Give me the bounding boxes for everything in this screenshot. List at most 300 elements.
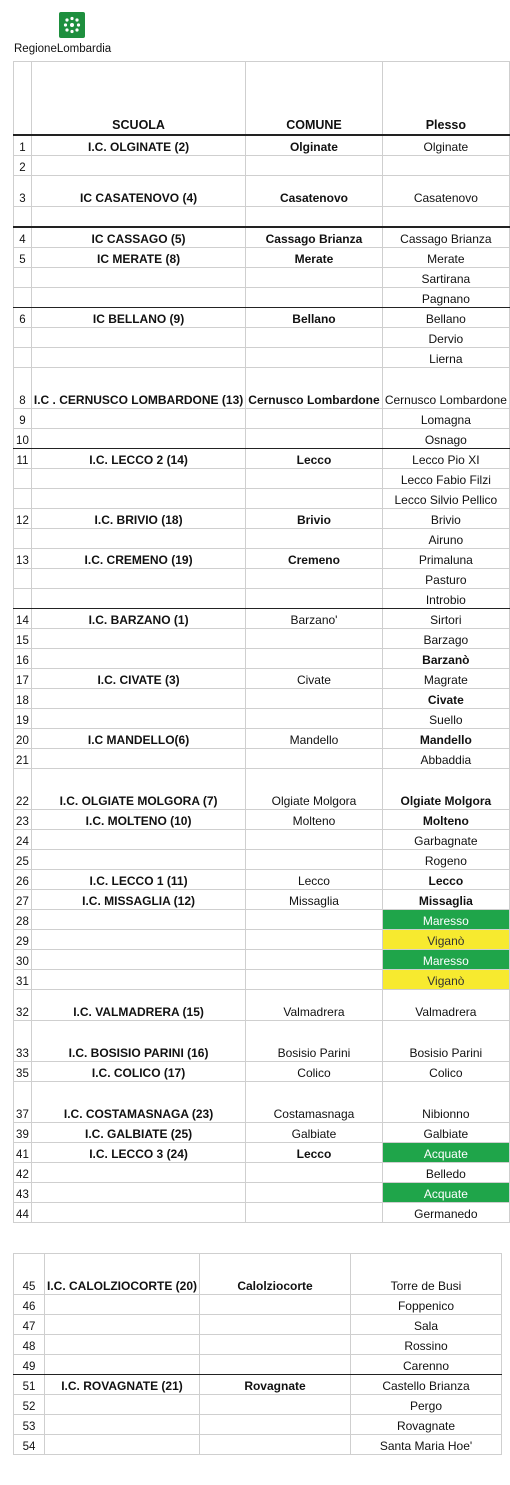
plesso-cell: Dervio — [382, 328, 509, 348]
row-number: 32 — [14, 990, 32, 1021]
scuola-cell: I.C. BRIVIO (18) — [31, 509, 245, 529]
plesso-cell: Torre de Busi — [351, 1254, 502, 1295]
row-number: 30 — [14, 950, 32, 970]
row-number: 15 — [14, 629, 32, 649]
comune-cell — [246, 830, 382, 850]
scuola-cell — [45, 1335, 200, 1355]
plesso-cell: Abbaddia — [382, 749, 509, 769]
plesso-cell: Maresso — [382, 950, 509, 970]
scuola-cell: I.C. CIVATE (3) — [31, 669, 245, 689]
plesso-cell: Lecco Silvio Pellico — [382, 489, 509, 509]
rosa-camuna-icon — [59, 12, 85, 38]
comune-cell — [246, 569, 382, 589]
plesso-cell: Santa Maria Hoe' — [351, 1435, 502, 1455]
comune-cell — [246, 689, 382, 709]
row-number: 25 — [14, 850, 32, 870]
comune-cell — [246, 950, 382, 970]
row-number: 42 — [14, 1163, 32, 1183]
table-row — [14, 135, 510, 156]
comune-cell: Casatenovo — [246, 176, 382, 207]
row-number: 37 — [14, 1082, 32, 1123]
plesso-cell: Carenno — [351, 1355, 502, 1375]
scuola-cell — [31, 970, 245, 990]
plesso-cell: Garbagnate — [382, 830, 509, 850]
table-row — [14, 950, 510, 970]
comune-cell: Calolziocorte — [200, 1254, 351, 1295]
header-comune: COMUNE — [246, 62, 382, 136]
row-number — [14, 569, 32, 589]
row-number: 28 — [14, 910, 32, 930]
table-row — [14, 1082, 510, 1123]
plesso-cell: Acquate — [382, 1143, 509, 1163]
plesso-cell: Foppenico — [351, 1295, 502, 1315]
row-number: 3 — [14, 176, 32, 207]
plesso-cell: Lierna — [382, 348, 509, 368]
plesso-cell: Galbiate — [382, 1123, 509, 1143]
comune-cell — [200, 1435, 351, 1455]
row-number: 26 — [14, 870, 32, 890]
row-number: 23 — [14, 810, 32, 830]
row-number: 5 — [14, 248, 32, 268]
comune-cell: Lecco — [246, 1143, 382, 1163]
scuola-cell — [31, 629, 245, 649]
plesso-cell: Nibionno — [382, 1082, 509, 1123]
table-row — [14, 970, 510, 990]
table-row — [14, 930, 510, 950]
table-row — [14, 227, 510, 248]
scuola-cell: I.C . CERNUSCO LOMBARDONE (13) — [31, 368, 245, 409]
scuola-cell — [31, 569, 245, 589]
plesso-cell: Rogeno — [382, 850, 509, 870]
table-row — [14, 348, 510, 368]
row-number: 35 — [14, 1062, 32, 1082]
scuola-cell — [31, 830, 245, 850]
row-number: 33 — [14, 1021, 32, 1062]
table-row — [14, 368, 510, 409]
comune-cell: Costamasnaga — [246, 1082, 382, 1123]
table-row — [14, 207, 510, 228]
comune-cell: Colico — [246, 1062, 382, 1082]
row-number: 11 — [14, 449, 32, 469]
comune-cell: Valmadrera — [246, 990, 382, 1021]
header-num — [14, 62, 32, 136]
row-number: 48 — [14, 1335, 45, 1355]
row-number: 2 — [14, 156, 32, 176]
schools-table — [13, 61, 510, 1223]
row-number: 17 — [14, 669, 32, 689]
comune-cell — [200, 1335, 351, 1355]
plesso-cell: Valmadrera — [382, 990, 509, 1021]
scuola-cell — [31, 589, 245, 609]
scuola-cell — [31, 950, 245, 970]
table-row — [14, 288, 510, 308]
table-row — [14, 409, 510, 429]
comune-cell — [200, 1395, 351, 1415]
comune-cell: Bosisio Parini — [246, 1021, 382, 1062]
scuola-cell: I.C. MISSAGLIA (12) — [31, 890, 245, 910]
comune-cell: Olginate — [246, 135, 382, 156]
row-number: 31 — [14, 970, 32, 990]
scuola-cell — [31, 156, 245, 176]
comune-cell — [246, 1203, 382, 1223]
scuola-cell: I.C. ROVAGNATE (21) — [45, 1375, 200, 1395]
comune-cell: Lecco — [246, 449, 382, 469]
scuola-cell — [31, 429, 245, 449]
plesso-cell: Pasturo — [382, 569, 509, 589]
table-row — [14, 248, 510, 268]
comune-cell: Barzano' — [246, 609, 382, 629]
plesso-cell: Cassago Brianza — [382, 227, 509, 248]
comune-cell: Missaglia — [246, 890, 382, 910]
row-number: 10 — [14, 429, 32, 449]
header-scuola: SCUOLA — [31, 62, 245, 136]
scuola-cell — [31, 930, 245, 950]
plesso-cell: Barzago — [382, 629, 509, 649]
row-number: 29 — [14, 930, 32, 950]
row-number: 41 — [14, 1143, 32, 1163]
row-number: 1 — [14, 135, 32, 156]
plesso-cell: Belledo — [382, 1163, 509, 1183]
scuola-cell — [31, 288, 245, 308]
comune-cell: Rovagnate — [200, 1375, 351, 1395]
scuola-cell: I.C. COSTAMASNAGA (23) — [31, 1082, 245, 1123]
row-number: 6 — [14, 308, 32, 328]
comune-cell — [246, 489, 382, 509]
table-row — [14, 1315, 502, 1335]
scuola-cell: I.C. GALBIATE (25) — [31, 1123, 245, 1143]
row-number: 39 — [14, 1123, 32, 1143]
comune-cell: Lecco — [246, 870, 382, 890]
header-row — [14, 62, 510, 136]
table-row — [14, 729, 510, 749]
plesso-cell: Suello — [382, 709, 509, 729]
comune-cell — [246, 629, 382, 649]
comune-cell: Molteno — [246, 810, 382, 830]
comune-cell: Cassago Brianza — [246, 227, 382, 248]
scuola-cell — [31, 348, 245, 368]
plesso-cell: Bosisio Parini — [382, 1021, 509, 1062]
table-row — [14, 1183, 510, 1203]
plesso-cell: Magrate — [382, 669, 509, 689]
plesso-cell: Lecco Pio XI — [382, 449, 509, 469]
table-row — [14, 529, 510, 549]
comune-cell — [246, 469, 382, 489]
scuola-cell — [31, 328, 245, 348]
row-number: 27 — [14, 890, 32, 910]
plesso-cell: Lecco — [382, 870, 509, 890]
table-row — [14, 1062, 510, 1082]
plesso-cell: Castello Brianza — [351, 1375, 502, 1395]
table-row — [14, 429, 510, 449]
comune-cell: Galbiate — [246, 1123, 382, 1143]
plesso-cell: Osnago — [382, 429, 509, 449]
comune-cell: Civate — [246, 669, 382, 689]
plesso-cell: Viganò — [382, 970, 509, 990]
plesso-cell: Colico — [382, 1062, 509, 1082]
row-number — [14, 469, 32, 489]
scuola-cell: I.C. BOSISIO PARINI (16) — [31, 1021, 245, 1062]
scuola-cell: I.C. VALMADRERA (15) — [31, 990, 245, 1021]
comune-cell — [246, 429, 382, 449]
comune-cell — [246, 709, 382, 729]
row-number — [14, 348, 32, 368]
plesso-cell — [382, 207, 509, 228]
row-number: 8 — [14, 368, 32, 409]
row-number: 18 — [14, 689, 32, 709]
plesso-cell: Olginate — [382, 135, 509, 156]
scuola-cell — [31, 529, 245, 549]
comune-cell: Bellano — [246, 308, 382, 328]
table-row — [14, 1395, 502, 1415]
comune-cell: Cernusco Lombardone — [246, 368, 382, 409]
table-row — [14, 1435, 502, 1455]
comune-cell — [246, 288, 382, 308]
comune-cell — [246, 649, 382, 669]
scuola-cell — [45, 1435, 200, 1455]
table-row — [14, 449, 510, 469]
scuola-cell: I.C. COLICO (17) — [31, 1062, 245, 1082]
scuola-cell — [31, 489, 245, 509]
row-number: 20 — [14, 729, 32, 749]
table-row — [14, 268, 510, 288]
row-number — [14, 268, 32, 288]
comune-cell: Merate — [246, 248, 382, 268]
scuola-cell — [31, 689, 245, 709]
plesso-cell: Casatenovo — [382, 176, 509, 207]
schools-table-2 — [13, 1253, 502, 1455]
plesso-cell: Pagnano — [382, 288, 509, 308]
comune-cell — [200, 1295, 351, 1315]
row-number — [14, 288, 32, 308]
row-number: 47 — [14, 1315, 45, 1335]
row-number: 13 — [14, 549, 32, 569]
row-number — [14, 207, 32, 228]
scuola-cell — [31, 207, 245, 228]
table-row — [14, 1355, 502, 1375]
table-row — [14, 549, 510, 569]
scuola-cell: I.C. CALOLZIOCORTE (20) — [45, 1254, 200, 1295]
table-row — [14, 629, 510, 649]
plesso-cell: Barzanò — [382, 649, 509, 669]
comune-cell — [246, 529, 382, 549]
scuola-cell: I.C. OLGINATE (2) — [31, 135, 245, 156]
scuola-cell — [31, 749, 245, 769]
plesso-cell: Lecco Fabio Filzi — [382, 469, 509, 489]
table-row — [14, 589, 510, 609]
scuola-cell — [45, 1395, 200, 1415]
table-row — [14, 569, 510, 589]
scuola-cell — [45, 1295, 200, 1315]
comune-cell — [200, 1415, 351, 1435]
table-row — [14, 469, 510, 489]
plesso-cell: Airuno — [382, 529, 509, 549]
plesso-cell: Mandello — [382, 729, 509, 749]
table-row — [14, 669, 510, 689]
comune-cell — [200, 1355, 351, 1375]
scuola-cell — [45, 1355, 200, 1375]
plesso-cell: Viganò — [382, 930, 509, 950]
comune-cell: Cremeno — [246, 549, 382, 569]
comune-cell — [246, 328, 382, 348]
scuola-cell: I.C. LECCO 1 (11) — [31, 870, 245, 890]
row-number: 12 — [14, 509, 32, 529]
row-number: 49 — [14, 1355, 45, 1375]
scuola-cell: IC CASATENOVO (4) — [31, 176, 245, 207]
plesso-cell: Molteno — [382, 810, 509, 830]
row-number: 54 — [14, 1435, 45, 1455]
row-number: 24 — [14, 830, 32, 850]
scuola-cell: I.C. LECCO 3 (24) — [31, 1143, 245, 1163]
plesso-cell: Primaluna — [382, 549, 509, 569]
plesso-cell: Germanedo — [382, 1203, 509, 1223]
table-row — [14, 156, 510, 176]
scuola-cell — [31, 1183, 245, 1203]
scuola-cell — [45, 1415, 200, 1435]
row-number — [14, 328, 32, 348]
comune-cell — [246, 589, 382, 609]
table-row — [14, 1295, 502, 1315]
plesso-cell: Missaglia — [382, 890, 509, 910]
row-number: 52 — [14, 1395, 45, 1415]
header-plesso: Plesso — [382, 62, 509, 136]
scuola-cell: IC CASSAGO (5) — [31, 227, 245, 248]
logo-text: RegioneLombardia — [14, 43, 112, 55]
comune-cell — [246, 850, 382, 870]
table-row — [14, 769, 510, 810]
table-row — [14, 1254, 502, 1295]
scuola-cell: I.C. OLGIATE MOLGORA (7) — [31, 769, 245, 810]
row-number: 19 — [14, 709, 32, 729]
comune-cell — [246, 930, 382, 950]
scuola-cell — [31, 649, 245, 669]
scuola-cell: I.C. CREMENO (19) — [31, 549, 245, 569]
scuola-cell — [31, 409, 245, 429]
comune-cell — [246, 970, 382, 990]
table-row — [14, 910, 510, 930]
scuola-cell — [31, 1203, 245, 1223]
comune-cell — [246, 156, 382, 176]
scuola-cell: IC BELLANO (9) — [31, 308, 245, 328]
table-row — [14, 1123, 510, 1143]
scuola-cell — [31, 1163, 245, 1183]
comune-cell — [246, 749, 382, 769]
row-number — [14, 589, 32, 609]
plesso-cell: Introbio — [382, 589, 509, 609]
scuola-cell: I.C MANDELLO(6) — [31, 729, 245, 749]
table-row — [14, 176, 510, 207]
table-row — [14, 649, 510, 669]
plesso-cell: Bellano — [382, 308, 509, 328]
table-row — [14, 308, 510, 328]
row-number: 51 — [14, 1375, 45, 1395]
row-number: 53 — [14, 1415, 45, 1435]
comune-cell — [246, 409, 382, 429]
plesso-cell: Sala — [351, 1315, 502, 1335]
plesso-cell: Olgiate Molgora — [382, 769, 509, 810]
plesso-cell: Maresso — [382, 910, 509, 930]
table-row — [14, 1415, 502, 1435]
plesso-cell: Sirtori — [382, 609, 509, 629]
scuola-cell — [31, 469, 245, 489]
plesso-cell: Civate — [382, 689, 509, 709]
comune-cell — [200, 1315, 351, 1335]
plesso-cell: Merate — [382, 248, 509, 268]
table-row — [14, 810, 510, 830]
scuola-cell: I.C. LECCO 2 (14) — [31, 449, 245, 469]
scuola-cell: I.C. BARZANO (1) — [31, 609, 245, 629]
table-row — [14, 1143, 510, 1163]
row-number: 14 — [14, 609, 32, 629]
table-row — [14, 870, 510, 890]
row-number: 4 — [14, 227, 32, 248]
plesso-cell: Pergo — [351, 1395, 502, 1415]
comune-cell — [246, 1183, 382, 1203]
table-row — [14, 1375, 502, 1395]
row-number — [14, 529, 32, 549]
scuola-cell: I.C. MOLTENO (10) — [31, 810, 245, 830]
comune-cell — [246, 910, 382, 930]
scuola-cell: IC MERATE (8) — [31, 248, 245, 268]
plesso-cell: Acquate — [382, 1183, 509, 1203]
comune-cell — [246, 1163, 382, 1183]
table-row — [14, 689, 510, 709]
table-row — [14, 609, 510, 629]
row-number: 44 — [14, 1203, 32, 1223]
table-row — [14, 850, 510, 870]
comune-cell — [246, 348, 382, 368]
plesso-cell: Sartirana — [382, 268, 509, 288]
row-number: 43 — [14, 1183, 32, 1203]
plesso-cell: Rovagnate — [351, 1415, 502, 1435]
comune-cell: Olgiate Molgora — [246, 769, 382, 810]
table-row — [14, 328, 510, 348]
regione-lombardia-logo — [14, 10, 134, 58]
comune-cell — [246, 207, 382, 228]
row-number: 21 — [14, 749, 32, 769]
row-number: 16 — [14, 649, 32, 669]
scuola-cell — [31, 910, 245, 930]
table-row — [14, 1021, 510, 1062]
row-number: 9 — [14, 409, 32, 429]
table-row — [14, 509, 510, 529]
table-row — [14, 1335, 502, 1355]
scuola-cell — [45, 1315, 200, 1335]
plesso-cell: Lomagna — [382, 409, 509, 429]
plesso-cell — [382, 156, 509, 176]
comune-cell — [246, 268, 382, 288]
table-row — [14, 709, 510, 729]
table-row — [14, 830, 510, 850]
plesso-cell: Brivio — [382, 509, 509, 529]
table-row — [14, 749, 510, 769]
table-row — [14, 489, 510, 509]
row-number: 22 — [14, 769, 32, 810]
table-row — [14, 990, 510, 1021]
table-row — [14, 1163, 510, 1183]
scuola-cell — [31, 850, 245, 870]
row-number: 45 — [14, 1254, 45, 1295]
comune-cell: Mandello — [246, 729, 382, 749]
table-row — [14, 1203, 510, 1223]
scuola-cell — [31, 709, 245, 729]
row-number — [14, 489, 32, 509]
plesso-cell: Rossino — [351, 1335, 502, 1355]
comune-cell: Brivio — [246, 509, 382, 529]
table-row — [14, 890, 510, 910]
plesso-cell: Cernusco Lombardone — [382, 368, 509, 409]
scuola-cell — [31, 268, 245, 288]
row-number: 46 — [14, 1295, 45, 1315]
